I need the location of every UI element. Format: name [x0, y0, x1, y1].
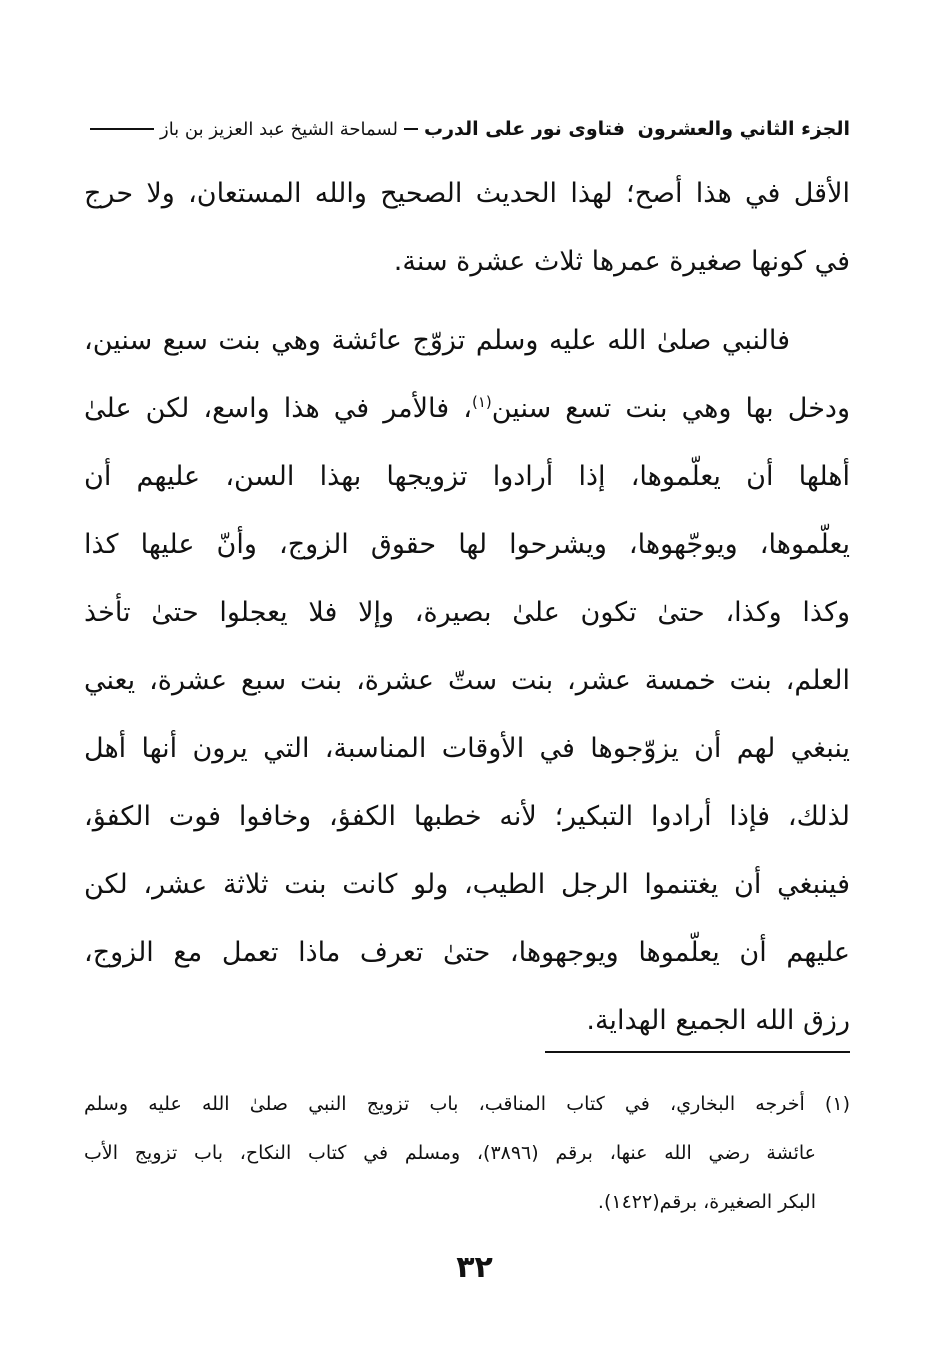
page-number: ٣٢	[456, 1250, 493, 1285]
text-line: العلم، بنت خمسة عشر، بنت ستّ عشرة، بنت سبع عشرة، يعني	[84, 665, 850, 696]
author-name: لسماحة الشيخ عبد العزيز بن باز	[160, 118, 398, 140]
text-line: الأقل في هذا أصح؛ لهذا الحديث الصحيح والله المستعان، ولا حرج	[84, 178, 850, 209]
header-left-group	[638, 118, 850, 140]
header-dash	[404, 128, 418, 130]
text-line: فينبغي أن يغتنموا الرجل الطيب، ولو كانت بنت ثلاثة عشر، لكن	[84, 869, 850, 900]
header-rule	[90, 128, 154, 130]
footnote-separator	[545, 1051, 850, 1053]
text-line: لذلك، فإذا أرادوا التبكير؛ لأنه خطبها الكفؤ، وخافوا فوت الكفؤ،	[84, 801, 850, 832]
running-header	[84, 112, 850, 146]
text-line: وكذا وكذا، حتىٰ تكون علىٰ بصيرة، وإلا فلا يعجلوا حتىٰ تأخذ	[84, 597, 850, 628]
text-segment: ، فالأمر في هذا واسع، لكن علىٰ	[84, 393, 472, 424]
text-line: أهلها أن يعلّموها، إذا أرادوا تزويجها بهذا السن، عليهم أن	[84, 461, 850, 492]
text-line: رزق الله الجميع الهداية.	[586, 1005, 850, 1036]
text-line: عليهم أن يعلّموها ويوجهوها، حتىٰ تعرف ماذا تعمل مع الزوج،	[84, 937, 850, 968]
footnote-line: عائشة رضي الله عنها، برقم (٣٨٩٦)، ومسلم في كتاب النكاح، باب تزويج الأب	[84, 1142, 816, 1164]
footnotes	[84, 1080, 850, 1227]
footnote-reference[interactable]: (١)	[471, 393, 492, 411]
footnote-line: (١) أخرجه البخاري، في كتاب المناقب، باب تزويج النبي صلىٰ الله عليه وسلم	[84, 1093, 850, 1115]
main-text	[84, 160, 850, 1055]
text-line: في كونها صغيرة عمرها ثلاث عشرة سنة.	[393, 246, 850, 277]
text-line: ينبغي لهم أن يزوّجوها في الأوقات المناسبة، التي يرون أنها أهل	[84, 733, 850, 764]
header-right-group	[84, 118, 625, 140]
footnote-line: البكر الصغيرة، برقم(١٤٢٢).	[597, 1191, 816, 1213]
paragraph-gap	[84, 296, 850, 307]
text-line: يعلّموها، ويوجّهوها، ويشرحوا لها حقوق الزوج، وأنّ عليها كذا	[84, 529, 850, 560]
book-title: فتاوى نور على الدرب	[423, 118, 625, 140]
text-line: فالنبي صلىٰ الله عليه وسلم تزوّج عائشة وهي بنت سبع سنين،	[84, 325, 790, 356]
volume-label: الجزء الثاني والعشرون	[637, 118, 850, 140]
text-line-with-footnote	[84, 375, 850, 443]
text-segment: ودخل بها وهي بنت تسع سنين	[491, 393, 850, 424]
